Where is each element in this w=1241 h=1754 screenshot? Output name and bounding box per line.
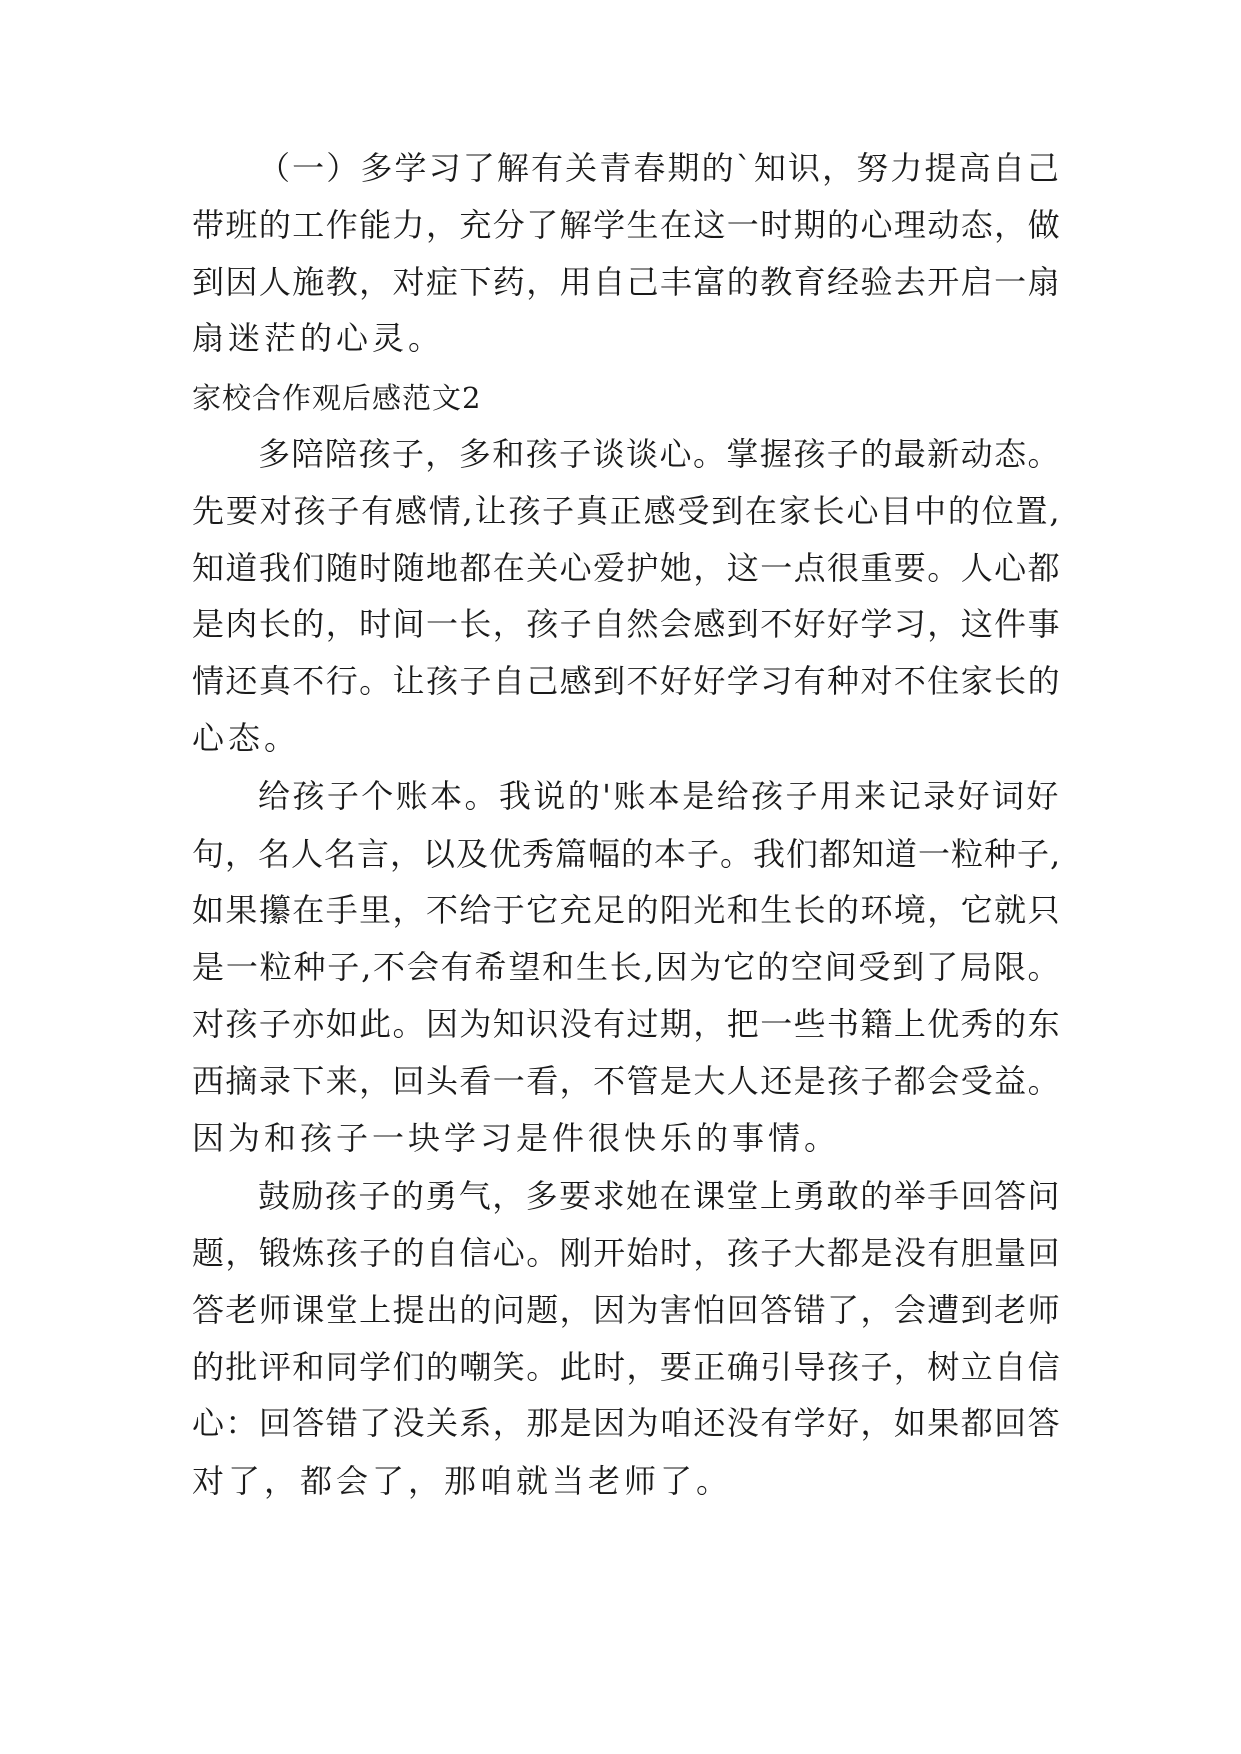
paragraph-1-line-2: 带班的工作能力，充分了解学生在这一时期的心理动态，做 [192, 206, 1062, 244]
paragraph-1-line-4: 扇迷茫的心灵。 [192, 319, 445, 357]
paragraph-3-line-3: 如果攥在手里，不给于它充足的阳光和生长的环境，它就只 [192, 891, 1062, 929]
paragraph-2-line-3: 知道我们随时随地都在关心爱护她，这一点很重要。人心都 [192, 549, 1062, 587]
paragraph-3-line-1: 给孩子个账本。我说的'账本是给孩子用来记录好词好 [258, 777, 1061, 815]
paragraph-1-line-3: 到因人施教，对症下药，用自己丰富的教育经验去开启一扇 [192, 263, 1062, 301]
section-heading: 家校合作观后感范文2 [192, 381, 482, 415]
paragraph-3-line-6: 西摘录下来，回头看一看，不管是大人还是孩子都会受益。 [192, 1062, 1062, 1100]
paragraph-3-line-4: 是一粒种子,不会有希望和生长,因为它的空间受到了局限。 [192, 948, 1062, 986]
paragraph-4-line-5: 心：回答错了没关系，那是因为咱还没有学好，如果都回答 [192, 1404, 1062, 1442]
paragraph-2-line-5: 情还真不行。让孩子自己感到不好好学习有种对不住家长的 [192, 662, 1062, 700]
paragraph-2-line-6: 心态。 [192, 719, 301, 757]
paragraph-4-line-6: 对了，都会了，那咱就当老师了。 [192, 1462, 733, 1500]
paragraph-3-line-5: 对孩子亦如此。因为知识没有过期，把一些书籍上优秀的东 [192, 1005, 1062, 1043]
paragraph-4-line-4: 的批评和同学们的嘲笑。此时，要正确引导孩子，树立自信 [192, 1348, 1062, 1386]
paragraph-4-line-3: 答老师课堂上提出的问题，因为害怕回答错了，会遭到老师 [192, 1291, 1062, 1329]
paragraph-1-line-1: （一）多学习了解有关青春期的`知识，努力提高自己 [258, 149, 1062, 187]
paragraph-2-line-1: 多陪陪孩子，多和孩子谈谈心。掌握孩子的最新动态。 [258, 435, 1062, 473]
paragraph-3-line-7: 因为和孩子一块学习是件很快乐的事情。 [192, 1119, 841, 1157]
paragraph-3-line-2: 句，名人名言，以及优秀篇幅的本子。我们都知道一粒种子, [192, 835, 1062, 873]
paragraph-2-line-2: 先要对孩子有感情,让孩子真正感受到在家长心目中的位置, [192, 492, 1062, 530]
paragraph-4-line-2: 题，锻炼孩子的自信心。刚开始时，孩子大都是没有胆量回 [192, 1234, 1062, 1272]
paragraph-2-line-4: 是肉长的，时间一长，孩子自然会感到不好好学习，这件事 [192, 605, 1062, 643]
paragraph-4-line-1: 鼓励孩子的勇气，多要求她在课堂上勇敢的举手回答问 [258, 1177, 1062, 1215]
